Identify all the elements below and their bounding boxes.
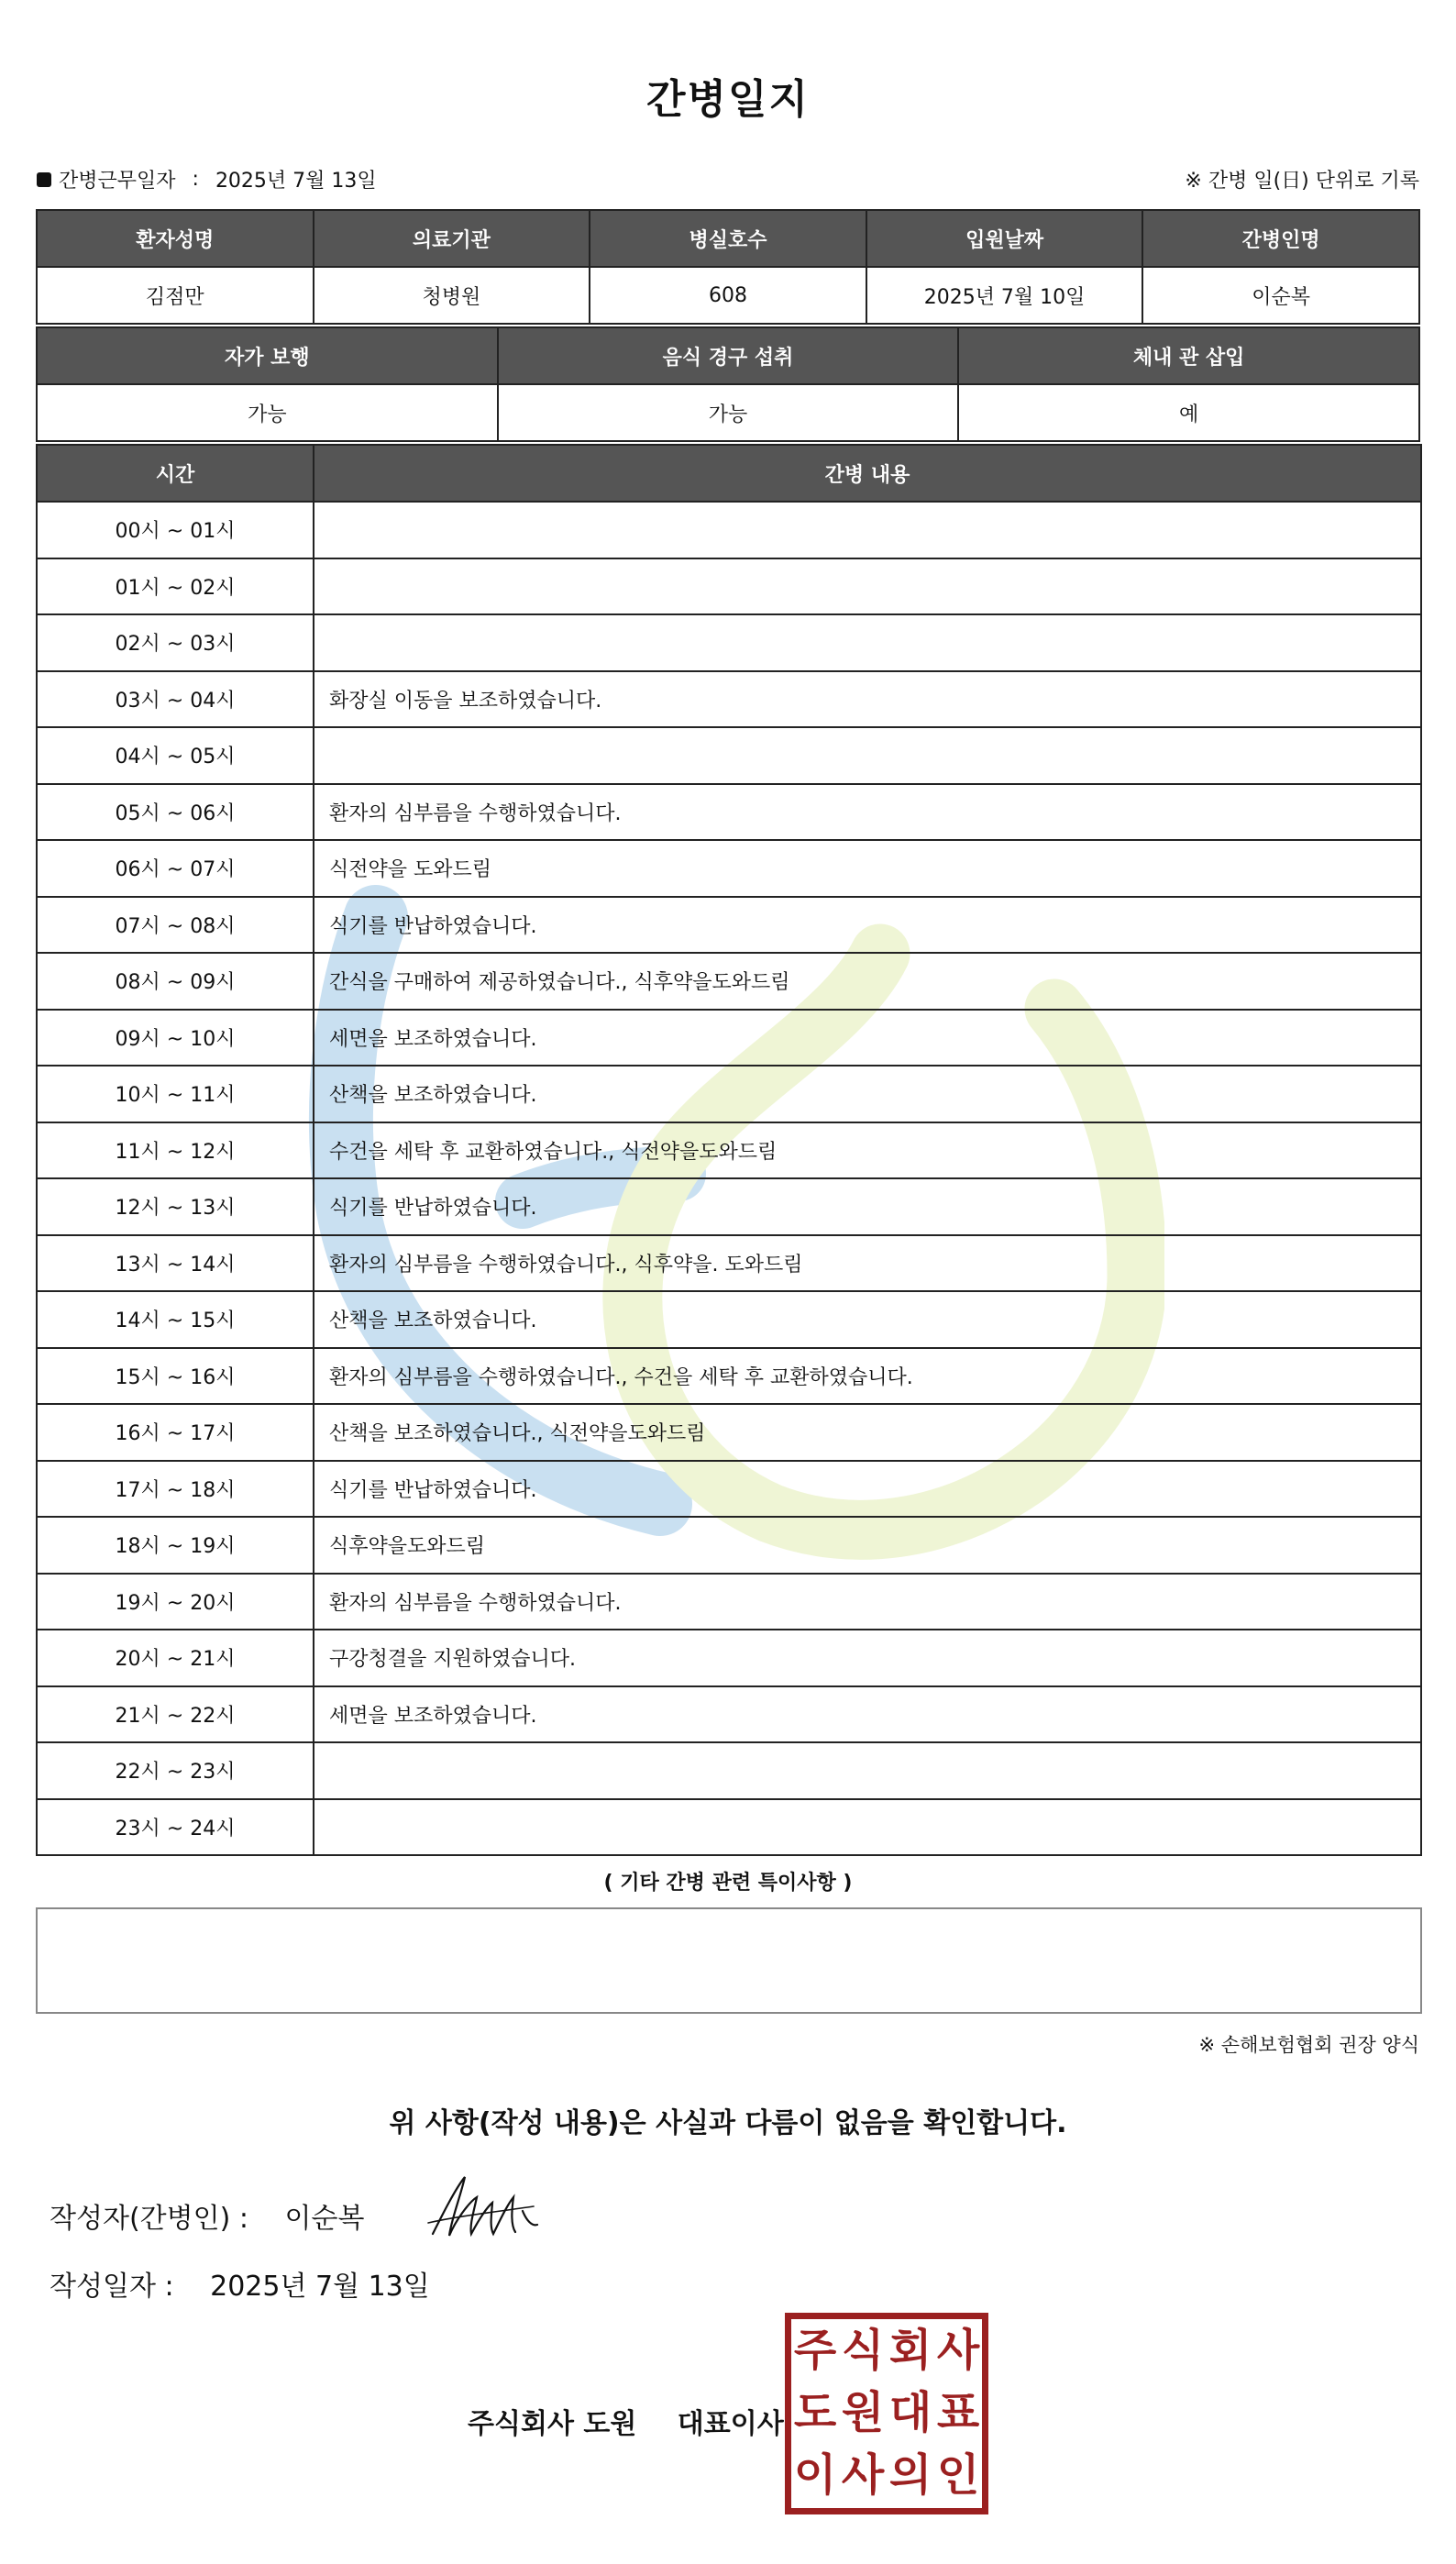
log-row [37,502,1421,558]
signature-image [424,2170,543,2243]
log-time: 05시 ~ 06시 [37,784,314,841]
log-time: 21시 ~ 22시 [37,1686,314,1743]
caregiver-name: 이순복 [1142,267,1419,324]
log-row [37,1461,1421,1518]
header-time: 시간 [37,445,314,502]
header-care-content: 간병 내용 [314,445,1421,502]
log-content: 식후약을도와드림 [314,1517,1421,1574]
log-row [37,671,1421,728]
written-date-label: 작성일자 : [50,2271,174,2303]
seal-char: 대 [888,2387,932,2438]
log-row [37,727,1421,784]
log-content: 간식을 구매하여 제공하였습니다., 식후약을도와드림 [314,953,1421,1010]
log-content: 구강청결을 지원하였습니다. [314,1630,1421,1686]
log-content: 세면을 보조하였습니다. [314,1686,1421,1743]
log-content: 산책을 보조하였습니다., 식전약을도와드림 [314,1404,1421,1461]
log-row [37,614,1421,671]
log-content [314,614,1421,671]
log-time: 00시 ~ 01시 [37,502,314,558]
page-title: 간병일지 [645,76,810,123]
log-time: 13시 ~ 14시 [37,1235,314,1292]
room-number: 608 [590,267,866,324]
patient-name: 김점만 [37,267,314,324]
seal-char: 식 [841,2325,885,2376]
patient-header-row [37,210,1419,267]
company-rep-title: 대표이사 [677,2408,784,2440]
written-date-row [50,2263,430,2304]
log-row [37,1517,1421,1574]
log-header-row [37,445,1421,502]
log-row [37,897,1421,954]
log-row [37,784,1421,841]
log-row [37,1291,1421,1348]
seal-row [791,2382,982,2444]
log-time: 17시 ~ 18시 [37,1461,314,1518]
log-row [37,558,1421,615]
header-tube: 체내 관 삽입 [958,327,1419,384]
log-content: 세면을 보조하였습니다. [314,1010,1421,1066]
log-content: 식전약을 도와드림 [314,840,1421,897]
log-row [37,1010,1421,1066]
seal-char: 주 [793,2325,837,2376]
log-content [314,1799,1421,1856]
seal-char: 원 [841,2387,885,2438]
log-content [314,727,1421,784]
log-row [37,953,1421,1010]
header-patient-name: 환자성명 [37,210,314,267]
log-content [314,1742,1421,1799]
log-time: 09시 ~ 10시 [37,1010,314,1066]
colon: : [192,168,199,191]
log-content: 산책을 보조하였습니다. [314,1291,1421,1348]
seal-char: 표 [936,2387,980,2438]
log-time: 10시 ~ 11시 [37,1066,314,1122]
notes-title: ( 기타 간병 관련 특이사항 ) [603,1872,853,1895]
log-content: 수건을 세탁 후 교환하였습니다., 식전약을도와드림 [314,1122,1421,1179]
log-row [37,1178,1421,1235]
header-room: 병실호수 [590,210,866,267]
log-row [37,1122,1421,1179]
log-row [37,1574,1421,1630]
log-time: 11시 ~ 12시 [37,1122,314,1179]
notes-box [36,1907,1422,2014]
seal-row [791,2319,982,2382]
log-time: 02시 ~ 03시 [37,614,314,671]
log-row [37,1799,1421,1856]
header-hospital: 의료기관 [314,210,590,267]
log-time: 04시 ~ 05시 [37,727,314,784]
status-value-row [37,384,1419,441]
patient-info-table [36,209,1420,325]
log-content [314,558,1421,615]
log-time: 01시 ~ 02시 [37,558,314,615]
writer-label: 작성자(간병인) : [50,2203,248,2235]
seal-row [791,2444,982,2506]
form-footnote: ※ 손해보험협회 권장 양식 [1198,2034,1419,2056]
log-time: 23시 ~ 24시 [37,1799,314,1856]
writer-row [50,2195,364,2236]
log-time: 03시 ~ 04시 [37,671,314,728]
log-row [37,1348,1421,1405]
patient-value-row [37,267,1419,324]
header-admission-date: 입원날짜 [866,210,1143,267]
log-time: 06시 ~ 07시 [37,840,314,897]
log-row [37,1686,1421,1743]
seal-char: 이 [793,2449,837,2501]
log-content: 식기를 반납하였습니다. [314,1178,1421,1235]
written-date-value: 2025년 7월 13일 [210,2271,430,2303]
log-content: 환자의 심부름을 수행하였습니다. [314,1574,1421,1630]
bullet-icon [37,172,51,187]
log-content: 환자의 심부름을 수행하였습니다., 수건을 세탁 후 교환하였습니다. [314,1348,1421,1405]
log-content: 환자의 심부름을 수행하였습니다., 식후약을. 도와드림 [314,1235,1421,1292]
work-date-label: 간병근무일자 [59,170,176,193]
log-time: 19시 ~ 20시 [37,1574,314,1630]
log-time: 18시 ~ 19시 [37,1517,314,1574]
work-date-row [37,165,377,193]
log-content: 식기를 반납하였습니다. [314,897,1421,954]
confirmation-statement: 위 사항(작성 내용)은 사실과 다름이 없음을 확인합니다. [389,2107,1067,2139]
log-time: 12시 ~ 13시 [37,1178,314,1235]
log-content [314,502,1421,558]
log-row [37,1742,1421,1799]
log-row [37,1235,1421,1292]
log-body [37,502,1421,1855]
work-date-value: 2025년 7월 13일 [215,170,377,193]
oral-intake-value: 가능 [498,384,959,441]
header-caregiver: 간병인명 [1142,210,1419,267]
seal-char: 회 [888,2325,932,2376]
walking-value: 가능 [37,384,498,441]
log-time: 22시 ~ 23시 [37,1742,314,1799]
log-time: 14시 ~ 15시 [37,1291,314,1348]
log-content: 식기를 반납하였습니다. [314,1461,1421,1518]
log-content: 화장실 이동을 보조하였습니다. [314,671,1421,728]
company-seal-stamp [785,2313,988,2514]
seal-char: 인 [936,2449,980,2501]
unit-note: ※ 간병 일(日) 단위로 기록 [1185,170,1419,193]
care-log-table [36,444,1422,1856]
company-name: 주식회사 도원 [468,2408,637,2440]
seal-char: 도 [793,2387,837,2438]
log-row [37,1630,1421,1686]
header-walking: 자가 보행 [37,327,498,384]
writer-name: 이순복 [284,2203,365,2235]
log-row [37,840,1421,897]
seal-char: 의 [888,2449,932,2501]
log-row [37,1066,1421,1122]
log-time: 15시 ~ 16시 [37,1348,314,1405]
log-time: 08시 ~ 09시 [37,953,314,1010]
log-row [37,1404,1421,1461]
header-oral-intake: 음식 경구 섭취 [498,327,959,384]
log-content: 산책을 보조하였습니다. [314,1066,1421,1122]
status-table [36,326,1420,442]
log-time: 07시 ~ 08시 [37,897,314,954]
log-time: 20시 ~ 21시 [37,1630,314,1686]
admission-date: 2025년 7월 10일 [866,267,1143,324]
log-content: 환자의 심부름을 수행하였습니다. [314,784,1421,841]
tube-value: 예 [958,384,1419,441]
status-header-row [37,327,1419,384]
hospital: 청병원 [314,267,590,324]
seal-char: 사 [936,2325,980,2376]
company-signature [468,2401,784,2441]
log-time: 16시 ~ 17시 [37,1404,314,1461]
seal-char: 사 [841,2449,885,2501]
